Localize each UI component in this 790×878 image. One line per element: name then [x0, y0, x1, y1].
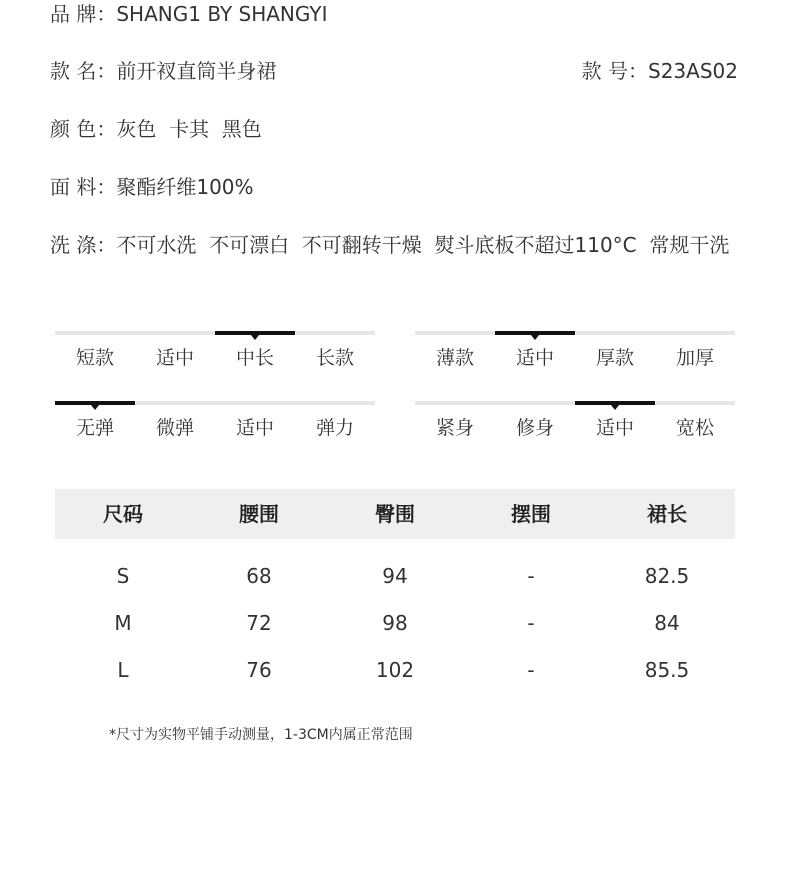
cell-size: L [117, 658, 129, 682]
thickness-scale [415, 331, 735, 375]
header-size: 尺码 [103, 502, 143, 526]
fit-option-label: 宽松 [675, 417, 714, 439]
cell-hem: - [527, 658, 535, 682]
cell-length: 85.5 [644, 658, 690, 682]
size-table [55, 489, 735, 694]
elasticity-option-label: 无弹 [75, 417, 114, 439]
length-option [295, 331, 375, 375]
measurement-footnote: *尺寸为实物平铺手动测量，1-3CM内属正常范围 [109, 727, 413, 743]
length-scale [55, 331, 375, 375]
fit-option [415, 401, 495, 445]
wash-value: 不可水洗 不可漂白 不可翻转干燥 熨斗底板不超过110°C 常规干洗 [116, 233, 730, 257]
elasticity-option [135, 401, 215, 445]
thickness-option [655, 331, 735, 375]
style-no-label: 款 号： [581, 59, 649, 83]
elasticity-option [295, 401, 375, 445]
color-row [50, 115, 262, 143]
thickness-option-label: 厚款 [595, 347, 634, 369]
fit-option [495, 401, 575, 445]
size-table-header [55, 489, 735, 539]
cell-hip: 102 [375, 658, 415, 682]
thickness-option [415, 331, 495, 375]
caret-down-icon [611, 405, 619, 410]
fit-option-label: 修身 [515, 417, 554, 439]
fit-option-label: 紧身 [435, 417, 474, 439]
fit-option-label: 适中 [595, 417, 634, 439]
name-row [50, 57, 276, 85]
elasticity-option-label: 微弹 [155, 417, 194, 439]
elasticity-option [55, 401, 135, 445]
header-length: 裙长 [647, 502, 687, 526]
length-option-label: 短款 [75, 347, 114, 369]
length-option-label: 适中 [155, 347, 194, 369]
caret-down-icon [251, 335, 259, 340]
brand-label: 品 牌： [50, 2, 117, 26]
length-option [55, 331, 135, 375]
style-no-value: S23AS02 [648, 59, 738, 83]
elasticity-option-label: 适中 [235, 417, 274, 439]
style-no-row [582, 57, 738, 85]
cell-waist: 72 [246, 611, 272, 635]
brand-value: SHANG1 BY SHANGYI [116, 2, 328, 26]
cell-hip: 98 [382, 611, 408, 635]
table-row [55, 600, 735, 647]
thickness-option [495, 331, 575, 375]
thickness-option-label: 薄款 [435, 347, 474, 369]
cell-length: 82.5 [644, 564, 690, 588]
length-option [135, 331, 215, 375]
table-row [55, 647, 735, 694]
thickness-option-label: 适中 [515, 347, 554, 369]
fabric-value: 聚酯纤维100% [116, 175, 254, 199]
cell-hem: - [527, 564, 535, 588]
length-option-label: 中长 [235, 347, 274, 369]
wash-row [50, 231, 729, 259]
length-option-label: 长款 [315, 347, 354, 369]
thickness-option-label: 加厚 [675, 347, 714, 369]
caret-down-icon [531, 335, 539, 340]
thickness-option [575, 331, 655, 375]
cell-hip: 94 [382, 564, 408, 588]
color-label: 颜 色： [50, 117, 117, 141]
header-waist: 腰围 [239, 502, 279, 526]
brand-row [50, 0, 328, 28]
name-value: 前开衩直筒半身裙 [116, 59, 277, 83]
wash-label: 洗 涤： [50, 233, 117, 257]
cell-size: M [114, 611, 132, 635]
fit-option [655, 401, 735, 445]
length-option [215, 331, 295, 375]
elasticity-scale [55, 401, 375, 445]
fabric-row [50, 173, 254, 201]
fit-scale [415, 401, 735, 445]
header-hem: 摆围 [511, 502, 551, 526]
cell-hem: - [527, 611, 535, 635]
color-value: 灰色 卡其 黑色 [116, 117, 262, 141]
table-row [55, 553, 735, 600]
caret-down-icon [91, 405, 99, 410]
name-label: 款 名： [50, 59, 117, 83]
cell-waist: 76 [246, 658, 272, 682]
fit-option [575, 401, 655, 445]
header-hip: 臀围 [375, 502, 415, 526]
elasticity-option-label: 弹力 [315, 417, 354, 439]
cell-size: S [116, 564, 130, 588]
elasticity-option [215, 401, 295, 445]
cell-waist: 68 [246, 564, 272, 588]
fabric-label: 面 料： [50, 175, 117, 199]
cell-length: 84 [654, 611, 680, 635]
